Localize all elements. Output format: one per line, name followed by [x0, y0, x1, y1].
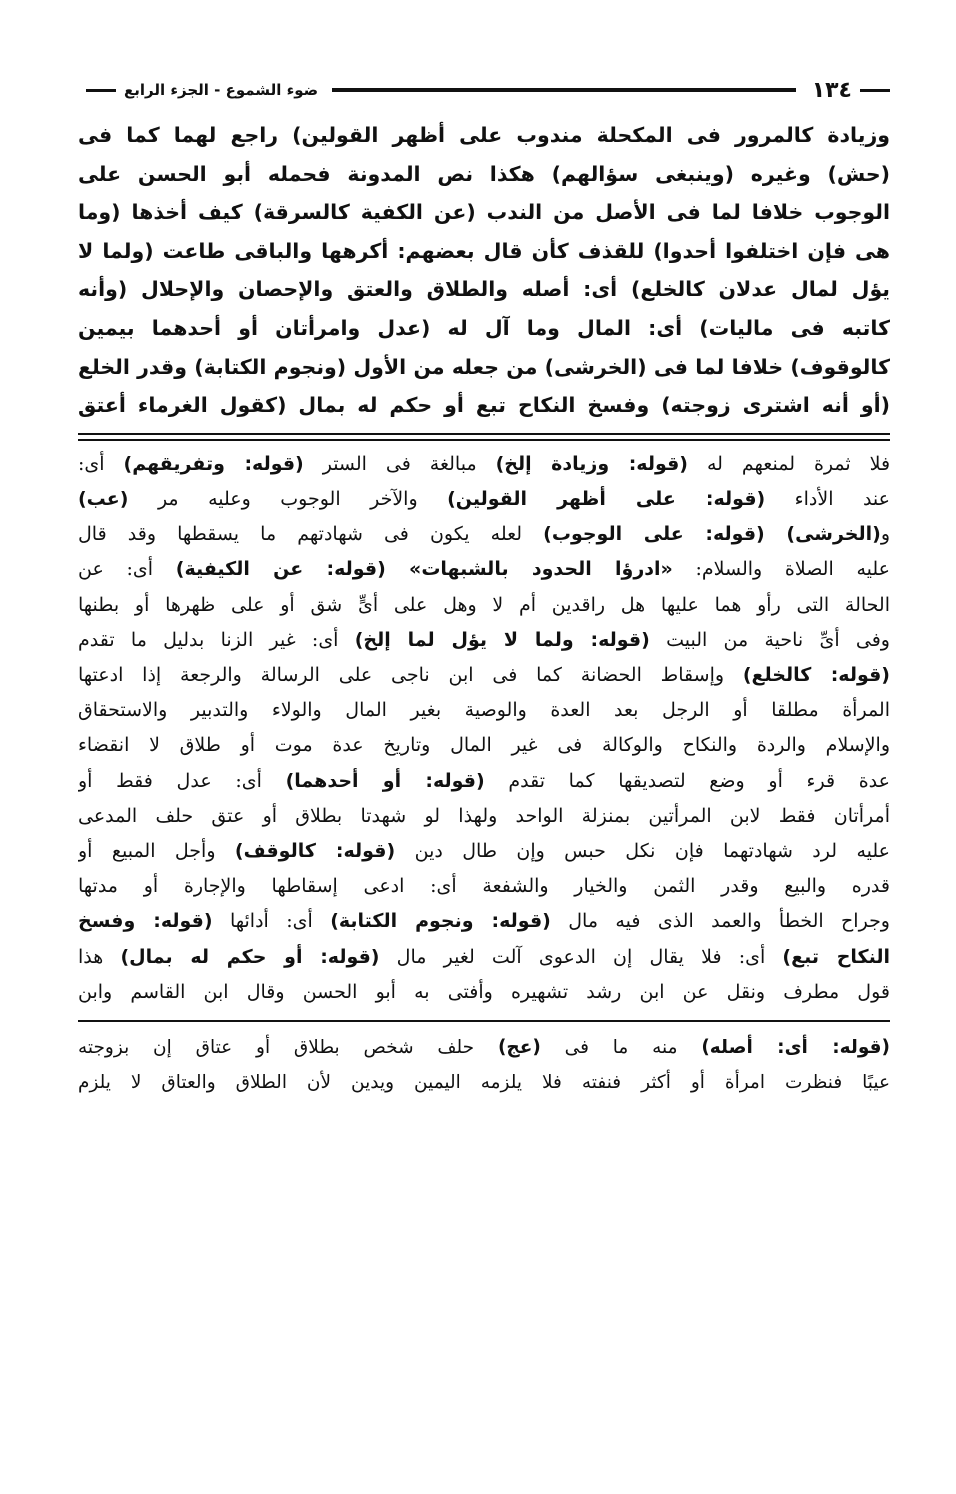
footnote-text: [78, 1030, 890, 1100]
footnote-divider: [78, 1020, 890, 1022]
running-title: ضوء الشموع - الجزء الرابع: [124, 81, 319, 99]
commentary-line: والإسلام والردة والنكاح والوكالة فى غير المال وتاريخ عدة موت أو طلاق لا انقضاء: [78, 734, 890, 757]
book-page: [78, 70, 890, 1100]
commentary-line: عليه الصلاة والسلام: «ادرؤا الحدود بالشبهات» (قوله: عن الكيفية) أى: عن: [78, 558, 890, 581]
header-rule: [332, 88, 796, 92]
main-text-line: كاتبه فى ماليات) أى: المال وما آل له (عدل وامرأتان أو أحدهما بيمين: [78, 315, 890, 340]
commentary-line: وفى أىِّ ناحية من البيت (قوله: ولما لا يؤل لما إلخ) أى: غير الزنا بدليل ما تقدم: [78, 628, 890, 651]
commentary-line: أمرأتان فقط لابن المرأتين بمنزلة الواحد ولهذا لو شهدتا بطلاق أو عتق حلف المدعى: [78, 804, 890, 827]
commentary-text: [78, 447, 890, 1010]
main-text-line: الوجوب خلافا لما فى الأصل من الندب (عن الكفية كالسرقة) كيف أخذها (وما: [78, 200, 890, 225]
main-text-line: هى فإن اختلفوا أحدوا) للقذف كأن قال بعضهم: أكرهها والباقى طاعت (ولما لا: [78, 238, 890, 263]
footnote-line: (قوله: أى: أصله) منه ما فى (عج) حلف شخص بطلاق أو عتاق إن بزوجته: [78, 1037, 890, 1058]
commentary-line: عليه لرد شهادتهما فإن نكل حبس وإن طال دين (قوله: كالوقف) وأجل المبيع أو: [78, 839, 890, 862]
commentary-line: عند الأداء (قوله: على أظهر القولين) والآخر الوجوب وعليه مر (عب): [78, 487, 890, 510]
commentary-line: قول مطرف ونقل عن ابن رشد تشهيره وأفتى به أبو الحسن وقال ابن القاسم وابن: [78, 980, 890, 1003]
commentary-line: و(الخرشى) (قوله: على الوجوب) لعله يكون فى شهادتهم ما يسقطها وقد قال: [78, 523, 890, 546]
commentary-line: المرأة مطلقا أو الرجل بعد العدة والوصية بغير المال والولاء والتدبير والاستحقاق: [78, 699, 890, 722]
footnote-line: عيبًا فنظرت امرأة أو أكثر فنفته فلا يلزمه اليمين ويدين لأن الطلاق والعتاق لا يلزم: [78, 1072, 890, 1093]
main-text-line: (حش) وغيره (وينبغى سؤالهم) هكذا نص المدونة فحمله أبو الحسن على: [78, 161, 890, 186]
main-text-line: وزيادة كالمرور فى المكحلة مندوب على أظهر القولين) راجع لهما كما فى: [78, 123, 890, 147]
main-text: [78, 116, 890, 425]
commentary-line: وجراح الخطأ والعمد الذى فيه مال (قوله: ونجوم الكتابة) أى: أدائها (قوله: وفسخ: [78, 910, 890, 933]
commentary-line: قدره والبيع وقدر الثمن والخيار والشفعة أى: ادعى إسقاطها والإجارة أو مدتها: [78, 875, 890, 898]
commentary-line: الحالة التى رأو هما عليها هل راقدين أم لا وهل على أىٍّ شق أو على ظهرها أو بطنها: [78, 593, 890, 616]
header-dash-right: [860, 89, 890, 92]
header-dash-left: [86, 89, 116, 92]
main-text-line: (أو أنه اشترى زوجته) وفسخ النكاح تبع أو حكم له بمال (كقول الغرماء أعتق: [78, 393, 890, 418]
section-divider-double: [78, 433, 890, 441]
commentary-line: عدة قرء أو وضع لتصديقها كما تقدم (قوله: أو أحدهما) أى: عدل فقط أو: [78, 769, 890, 792]
commentary-line: (قوله: كالخلع) وإسقاط الحضانة كما فى ابن ناجى على الرسالة والرجعة إذا ادعتها: [78, 663, 890, 686]
page-number: ١٣٤: [811, 77, 852, 103]
main-text-line: يؤل لمال عدلان كالخلع) أى: أصله والطلاق والعتق والإحصان والإحلال (وأنه: [78, 277, 890, 302]
commentary-line: فلا ثمرة لمنعهم له (قوله: وزيادة إلخ) مبالغة فى الستر (قوله: وتفريقهم) أى:: [78, 452, 890, 475]
page-header: [78, 70, 890, 110]
main-text-line: كالوقوف) خلافا لما فى (الخرشى) من جعله من الأول (ونجوم الكتابة) وقدر الخلع: [78, 354, 890, 379]
commentary-line: النكاح تبع) أى: فلا يقال إن الدعوى آلت لغير مال (قوله: أو حكم له بمال) هذا: [78, 945, 890, 968]
